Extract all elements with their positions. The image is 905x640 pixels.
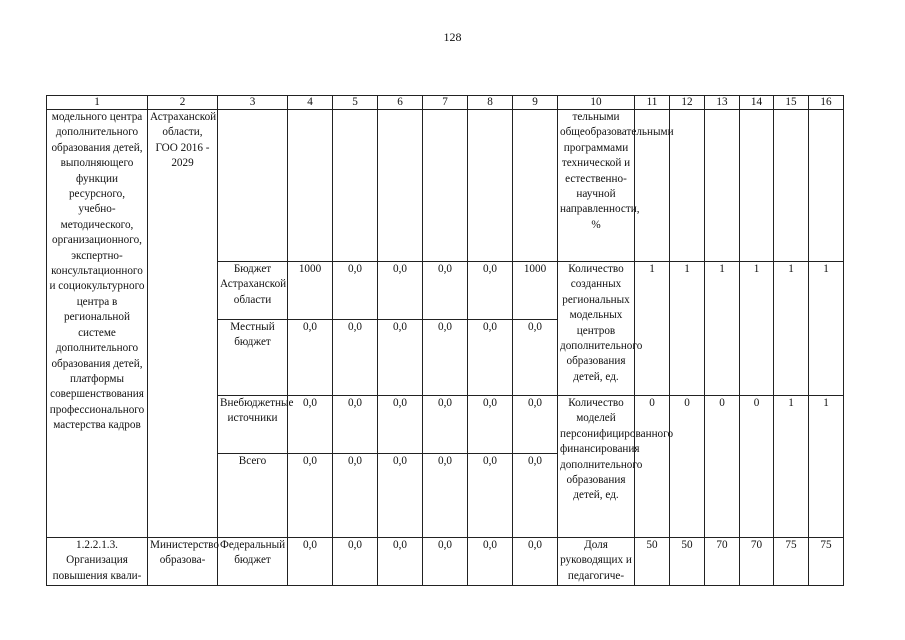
value-cell: 0,0 [423, 538, 468, 586]
value-cell: 0,0 [378, 538, 423, 586]
value-cell: 0,0 [513, 320, 558, 396]
indicator-value: 0 [635, 396, 670, 538]
header-cell: 10 [558, 96, 635, 110]
value-cell: 0,0 [423, 396, 468, 454]
page-number: 128 [443, 30, 462, 44]
value-cell: 0,0 [288, 320, 333, 396]
table-row [47, 110, 844, 262]
empty-cell [670, 110, 705, 262]
indicator-value: 1 [635, 262, 670, 396]
empty-cell [513, 110, 558, 262]
empty-cell [378, 110, 423, 262]
indicator-value: 75 [774, 538, 809, 586]
empty-cell [468, 110, 513, 262]
header-cell: 3 [218, 96, 288, 110]
indicator-name-text: Доля руководящих и педагогиче- [560, 539, 632, 582]
value-cell: 0,0 [468, 320, 513, 396]
indicator-value: 0 [740, 396, 774, 538]
empty-cell [333, 110, 378, 262]
value-cell: 0,0 [333, 396, 378, 454]
indicator-value: 1 [809, 262, 844, 396]
executor [148, 538, 218, 586]
empty-cell [809, 110, 844, 262]
header-cell: 9 [513, 96, 558, 110]
value-cell: 0,0 [513, 454, 558, 538]
header-cell: 11 [635, 96, 670, 110]
program-table [46, 95, 844, 586]
header-cell: 13 [705, 96, 740, 110]
header-cell: 7 [423, 96, 468, 110]
indicator-value: 1 [774, 262, 809, 396]
value-cell: 1000 [288, 262, 333, 320]
executor-text: Министерство образова- [150, 539, 219, 567]
indicator-name: Количество созданных региональных модельных центров дополнительного образования детей, ед. [558, 262, 635, 396]
funding-source: Бюджет Астраханской области [218, 262, 288, 320]
indicator-name: тельными общеобразовательными программами технической и естественно-научной направленности, % [558, 110, 635, 262]
measure-name: модельного центра дополнительного образования детей, выполняющего функции ресурсного, учебно-методического, организационного, экспертно-консультационного и социокультурного центра в региональной системе дополнительного образования детей, платформы совершенствования профессионального мастерства кадров [47, 110, 148, 538]
empty-cell [423, 110, 468, 262]
indicator-value: 0 [705, 396, 740, 538]
value-cell: 0,0 [378, 262, 423, 320]
header-cell: 4 [288, 96, 333, 110]
value-cell: 0,0 [423, 262, 468, 320]
value-cell: 0,0 [378, 396, 423, 454]
funding-source-text: Федеральный бюджет [220, 539, 286, 567]
funding-source: Всего [218, 454, 288, 538]
indicator-value: 50 [635, 538, 670, 586]
empty-cell [288, 110, 333, 262]
empty-cell [774, 110, 809, 262]
indicator-value: 0 [670, 396, 705, 538]
value-cell: 0,0 [423, 454, 468, 538]
indicator-value: 70 [705, 538, 740, 586]
value-cell: 0,0 [333, 454, 378, 538]
header-cell: 15 [774, 96, 809, 110]
indicator-value: 1 [809, 396, 844, 538]
value-cell: 0,0 [423, 320, 468, 396]
value-cell: 0,0 [333, 538, 378, 586]
empty-cell [218, 110, 288, 262]
value-cell: 0,0 [378, 320, 423, 396]
indicator-value: 1 [705, 262, 740, 396]
indicator-value: 1 [774, 396, 809, 538]
table-row [47, 538, 844, 586]
measure-name [47, 538, 148, 586]
indicator-value: 75 [809, 538, 844, 586]
empty-cell [740, 110, 774, 262]
funding-source [218, 538, 288, 586]
value-cell: 0,0 [468, 454, 513, 538]
header-row [47, 96, 844, 110]
header-cell: 8 [468, 96, 513, 110]
empty-cell [705, 110, 740, 262]
indicator-value: 1 [740, 262, 774, 396]
header-cell: 6 [378, 96, 423, 110]
funding-source: Местный бюджет [218, 320, 288, 396]
value-cell: 0,0 [333, 262, 378, 320]
value-cell: 0,0 [468, 538, 513, 586]
header-cell: 2 [148, 96, 218, 110]
executor: Астраханской области, ГОО 2016 - 2029 [148, 110, 218, 538]
value-cell: 0,0 [288, 396, 333, 454]
value-cell: 0,0 [288, 538, 333, 586]
value-cell: 0,0 [468, 262, 513, 320]
header-cell: 14 [740, 96, 774, 110]
indicator-name: Количество моделей персонифицированного финансирования дополнительного образования детей, ед. [558, 396, 635, 538]
value-cell: 0,0 [288, 454, 333, 538]
header-cell: 1 [47, 96, 148, 110]
value-cell: 0,0 [513, 538, 558, 586]
indicator-value: 50 [670, 538, 705, 586]
value-cell: 0,0 [378, 454, 423, 538]
value-cell: 1000 [513, 262, 558, 320]
indicator-name [558, 538, 635, 586]
indicator-value: 1 [670, 262, 705, 396]
value-cell: 0,0 [468, 396, 513, 454]
value-cell: 0,0 [513, 396, 558, 454]
funding-source: Внебюджетные источники [218, 396, 288, 454]
header-cell: 5 [333, 96, 378, 110]
header-cell: 16 [809, 96, 844, 110]
measure-name-text: 1.2.2.1.3. Организация повышения квали- [52, 539, 142, 582]
indicator-value: 70 [740, 538, 774, 586]
value-cell: 0,0 [333, 320, 378, 396]
header-cell: 12 [670, 96, 705, 110]
